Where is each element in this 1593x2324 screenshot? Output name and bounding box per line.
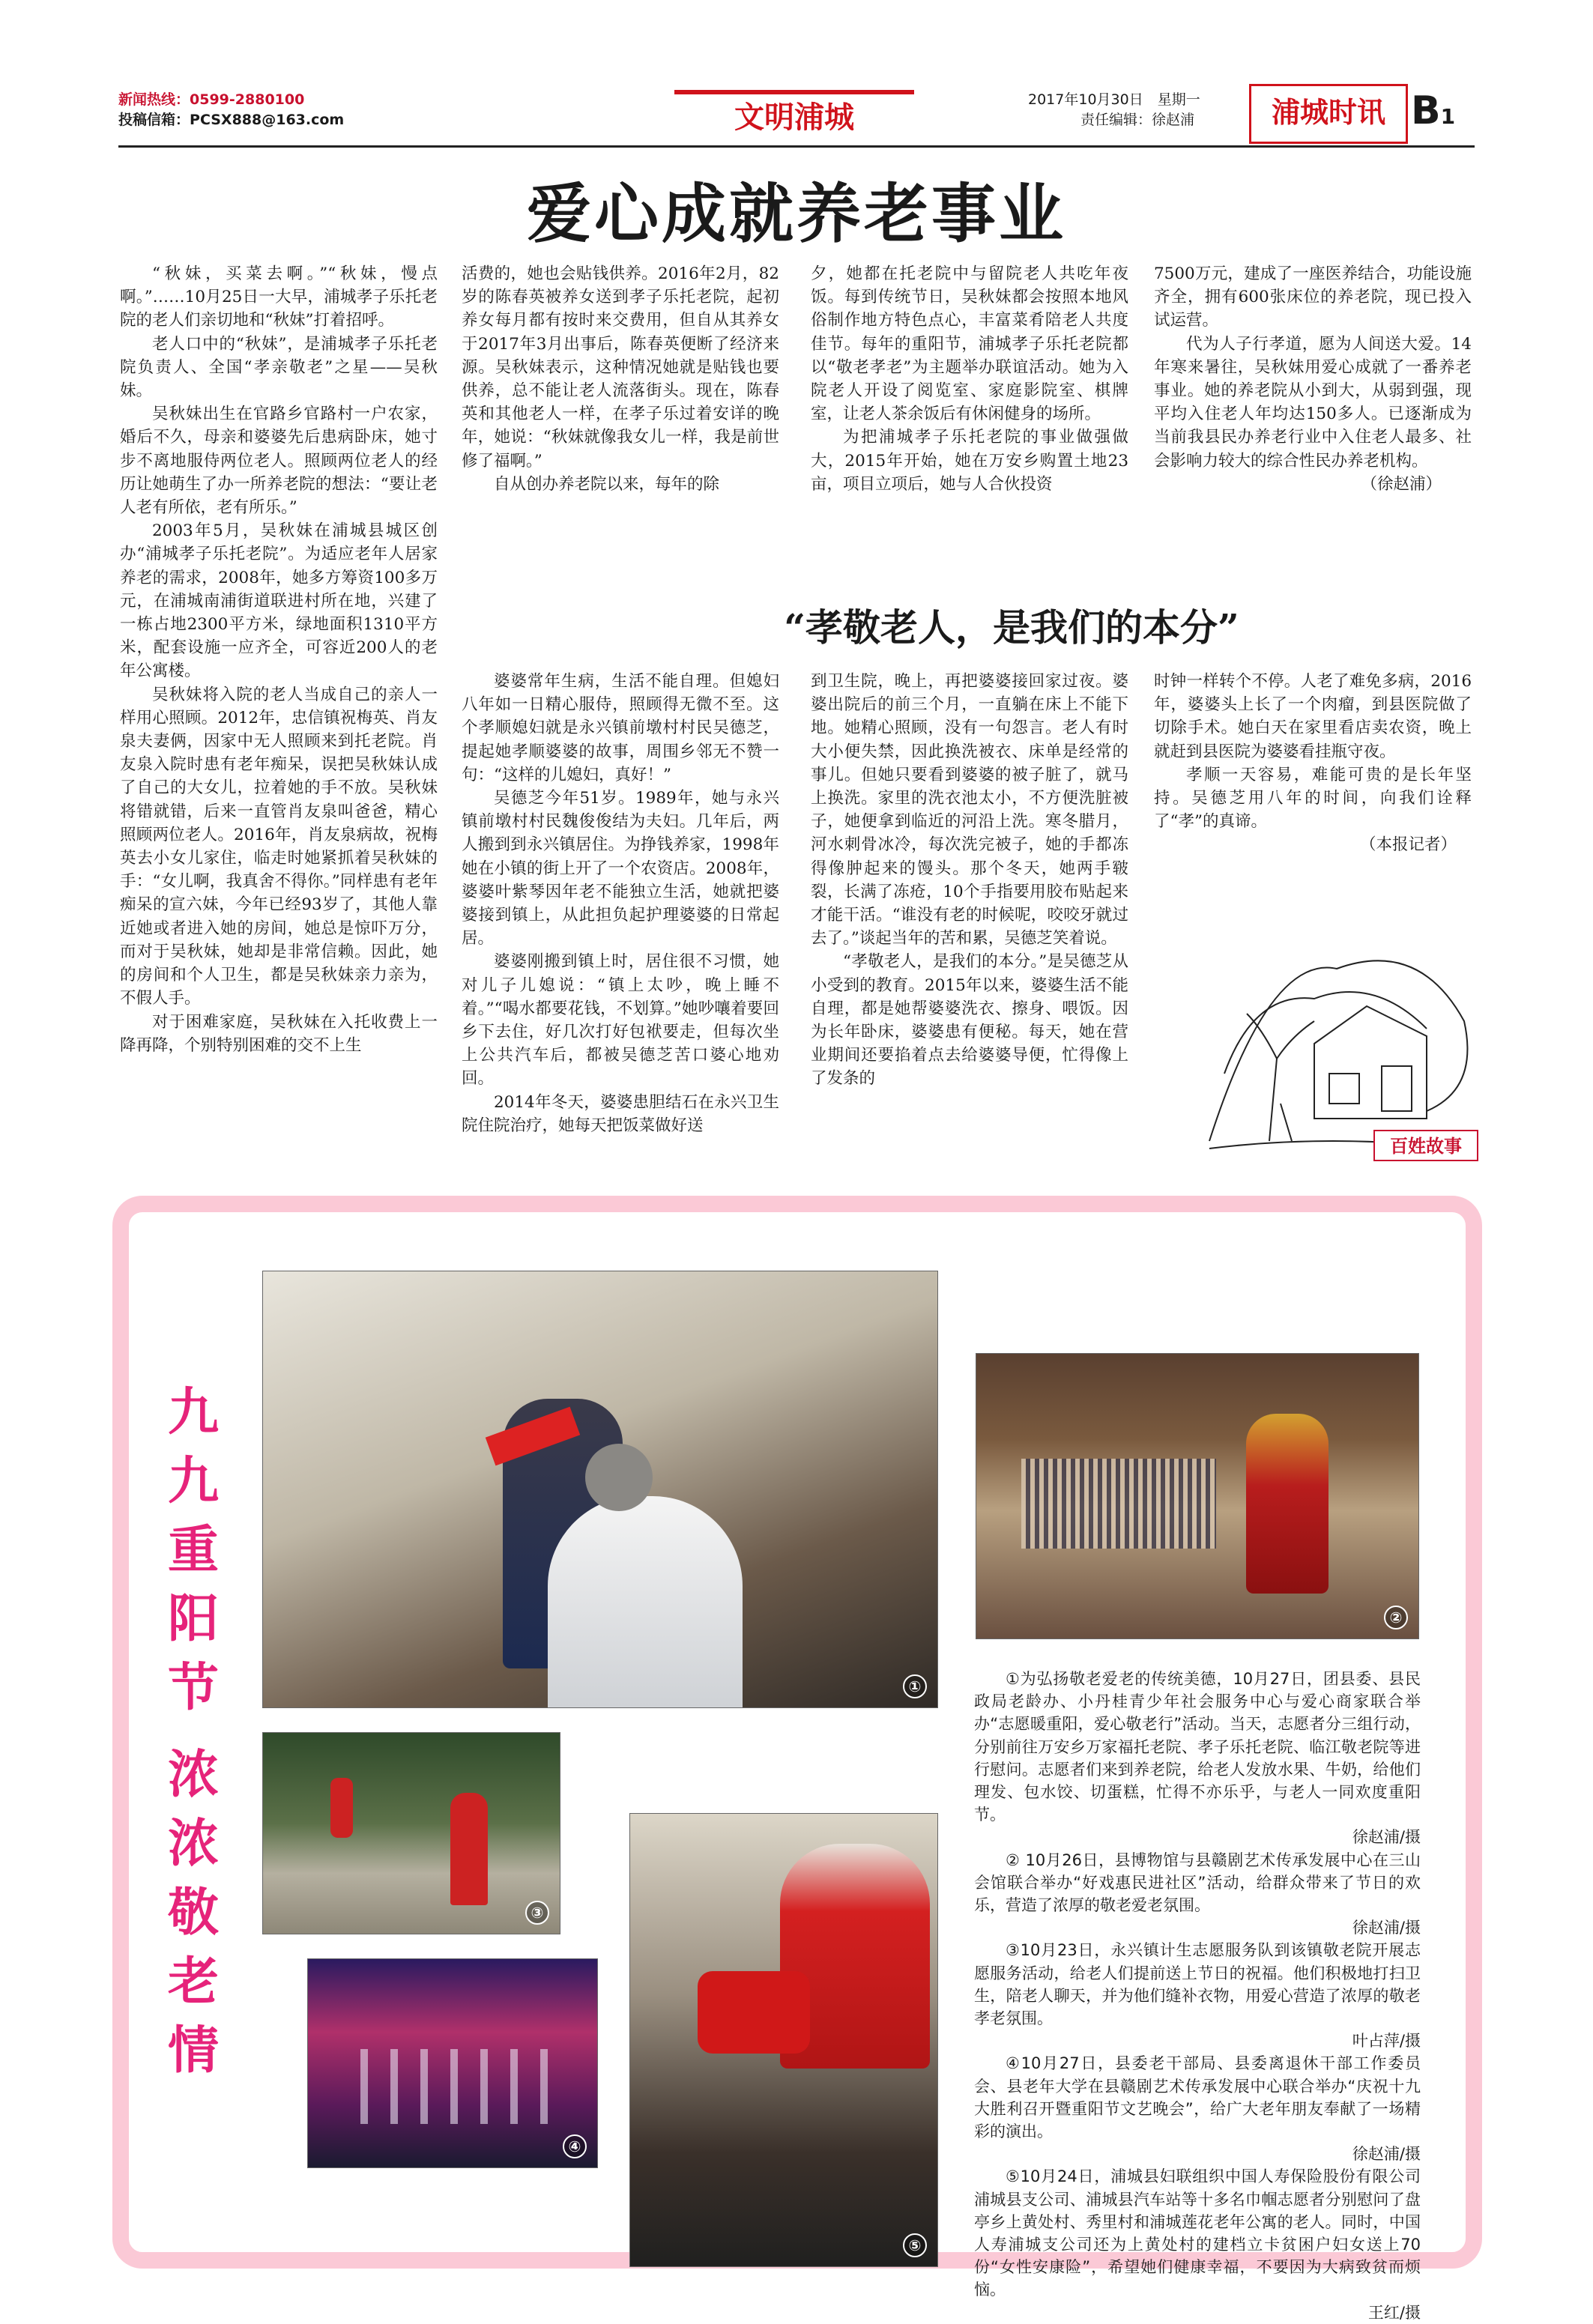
caption-1-credit: 徐赵浦/摄 — [1352, 1828, 1421, 1847]
story1-column-3 — [811, 262, 1128, 496]
photo-5-gifts — [629, 1813, 938, 2267]
paragraph: 到卫生院，晚上，再把婆婆接回家过夜。婆婆出院后的前三个月，一直躺在床上不能下地。她精心照顾，没有一句怨言。老人有时大小便失禁，因此换洗被衣、床单是经常的事儿。但她只要看到婆婆的被子脏了，就马上换洗。家里的洗衣池太小，不方便洗脏被子，她便拿到临近的河沿上洗。寒冬腊月，河水刺骨冰冷，每次洗完被子，她的手都冻得像肿起来的馒头。那个冬天，她两手皲裂，长满了冻疮，10个手指要用胶布贴起来才能干活。“谁没有老的时候呢，咬咬牙就过去了。”谈起当年的苦和累，吴德芝笑着说。 — [811, 672, 1128, 948]
feature-title-2 — [163, 1741, 223, 2086]
photo-number: ④ — [563, 2134, 587, 2158]
issue-info — [1028, 90, 1200, 130]
section-title: 文明浦城 — [674, 90, 914, 145]
photo-3-sweeping — [262, 1732, 560, 1934]
editor-credit: 责任编辑：徐赵浦 — [1080, 112, 1195, 128]
paragraph: 吴秋妹出生在官路乡官路村一户农家，婚后不久，母亲和婆婆先后患病卧床，她寸步不离地服侍两位老人。照顾两位老人的经历让她萌生了办一所养老院的想法：“要让老人老有所依，老有所乐。” — [120, 405, 438, 518]
masthead-logo: 浦城时讯 — [1249, 84, 1408, 144]
paragraph: 夕，她都在托老院中与留院老人共吃年夜饭。每到传统节日，吴秋妹都会按照本地风俗制作地方特色点心，丰富菜肴陪老人共度佳节。每年的重阳节，浦城孝子乐托老院都以“敬老孝老”为主题举办联谊活动。她为入院老人开设了阅览室、家庭影院室、棋牌室，让老人茶余饭后有休闲健身的场所。 — [811, 264, 1128, 424]
paragraph: 代为人子行孝道，愿为人间送大爱。14年寒来暑往，吴秋妹用爱心成就了一番养老事业。她的养老院从小到大，从弱到强，现平均入住老人年均达150多人。已逐渐成为当前我县民办养老行业中入住老人最多、社会影响力较大的综合性民办养老机构。 — [1154, 334, 1472, 470]
title-char: 老 — [167, 1952, 219, 2012]
story2-column-2 — [811, 670, 1128, 1091]
paragraph: 时钟一样转个不停。人老了难免多病，2016年，婆婆头上长了一个肉瘤，到县医院做了切除手术。她白天在家里看店卖农资，晚上就赶到县医院为婆婆看挂瓶守夜。 — [1154, 672, 1472, 761]
photo-4-stage-show — [307, 1958, 598, 2168]
title-char: 九 — [167, 1383, 219, 1442]
story2-title: “孝敬老人，是我们的本分” — [784, 605, 1239, 650]
byline: （徐赵浦） — [1361, 474, 1442, 494]
hotline-number: 0599-2880100 — [190, 91, 305, 108]
story2-column-3 — [1154, 670, 1472, 857]
paragraph: 老人口中的“秋妹”，是浦城孝子乐托老院负责人、全国“孝亲敬老”之星——吴秋妹。 — [120, 334, 438, 401]
photo-captions — [974, 1668, 1421, 2324]
title-char: 浓 — [167, 1815, 219, 1874]
caption-4: ④10月27日，县委老干部局、县委离退休干部工作委员会、县老年大学在县赣剧艺术传承发展中心联合举办“庆祝十九大胜利召开暨重阳节文艺晚会”，给广大老年朋友奉献了一场精彩的演出。 — [974, 2054, 1421, 2141]
paragraph: “秋妹，买菜去啊。”“秋妹，慢点啊。”……10月25日一大早，浦城孝子乐托老院的老人们亲切地和“秋妹”打着招呼。 — [120, 264, 438, 330]
title-char: 九 — [167, 1452, 219, 1511]
title-char: 重 — [167, 1521, 219, 1580]
paragraph: 婆婆刚搬到镇上时，居住很不习惯，她对儿子儿媳说：“镇上太吵，晚上睡不着。”“喝水都要花钱，不划算。”她吵嚷着要回乡下去住，好几次打好包袱要走，但每次坐上公共汽车后，都被吴德芝苦口婆心地劝回。 — [462, 952, 779, 1089]
paragraph: 为把浦城孝子乐托老院的事业做强做大，2015年开始，她在万安乡购置土地23亩，项目立项后，她与人合伙投资 — [811, 428, 1128, 494]
title-char: 敬 — [167, 1883, 219, 1943]
caption-1: ①为弘扬敬老爱老的传统美德，10月27日，团县委、县民政局老龄办、小丹桂青少年社会服务中心与爱心商家联合举办“志愿暖重阳，爱心敬老行”活动。当天，志愿者分三组行动，分别前往万安乡万家福托老院、孝子乐托老院、临江敬老院等进行慰问。志愿者们来到养老院，给老人发放水果、牛奶，给他们理发、包水饺、切蛋糕，忙得不亦乐乎，与老人一同欢度重阳节。 — [974, 1670, 1421, 1824]
paragraph: 吴秋妹将入院的老人当成自己的亲人一样用心照顾。2012年，忠信镇祝梅英、肖友泉夫妻俩，因家中无人照顾来到托老院。肖友泉入院时患有老年痴呆，误把吴秋妹认成了自己的大女儿，拉着她的手不放。吴秋妹将错就错，后来一直管肖友泉叫爸爸，精心照顾两位老人。2016年，肖友泉病故，祝梅英去小女儿家住，临走时她紧抓着吴秋妹的手：“女儿啊，我真舍不得你。”同样患有老年痴呆的宣六妹，今年已经93岁了，其他人靠近她或者进入她的房间，她总是惊吓万分，而对于吴秋妹，她却是非常信赖。因此，她的房间和个人卫生，都是吴秋妹亲力亲为，不假人手。 — [120, 685, 438, 1008]
paragraph: 7500万元，建成了一座医养结合，功能设施齐全，拥有600张床位的养老院，现已投入试运营。 — [1154, 264, 1472, 330]
photo-1-haircut — [262, 1271, 938, 1708]
hotline-label: 新闻热线： — [118, 91, 190, 108]
tree-house-illustration — [1179, 924, 1482, 1171]
feature-title-1 — [163, 1379, 223, 1723]
page-digit: 1 — [1440, 104, 1456, 129]
paragraph: 吴德芝今年51岁。1989年，她与永兴镇前墩村村民魏俊俊结为夫妇。几年后，两人搬到到永兴镇居住。为挣钱养家，1998年她在小镇的街上开了一个农资店。2008年，婆婆叶紫琴因年老不能独立生活，她就把婆婆接到镇上，从此担负起护理婆婆的日常起居。 — [462, 789, 779, 948]
email-label: 投稿信箱： — [118, 112, 190, 128]
paragraph: 2003年5月，吴秋妹在浦城县城区创办“浦城孝子乐托老院”。为适应老年人居家养老的需求，2008年，她多方筹资100多万元，在浦城南浦街道联进村所在地，兴建了一栋占地2300平方米，绿地面积1310平方米，配套设施一应齐全，可容近200人的老年公寓楼。 — [120, 521, 438, 681]
contact-info — [118, 90, 344, 130]
photo-2-opera — [976, 1353, 1419, 1639]
page-number — [1411, 81, 1455, 147]
caption-3: ③10月23日，永兴镇计生志愿服务队到该镇敬老院开展志愿服务活动，给老人们提前送上节日的祝福。他们积极地打扫卫生，陪老人聊天，并为他们缝补衣物，用爱心营造了浓厚的敬老孝老氛围。 — [974, 1941, 1421, 2028]
paragraph: 婆婆常年生病，生活不能自理。但媳妇八年如一日精心服侍，照顾得无微不至。这个孝顺媳妇就是永兴镇前墩村村民吴德芝，提起她孝顺婆婆的故事，周围乡邻无不赞一句：“这样的儿媳妇，真好！” — [462, 672, 779, 784]
paragraph: 孝顺一天容易，难能可贵的是长年坚持。吴德芝用八年的时间，向我们诠释了“孝”的真谛。 — [1154, 765, 1472, 832]
title-char: 情 — [167, 2021, 219, 2081]
paragraph: 对于困难家庭，吴秋妹在入托收费上一降再降，个别特别困难的交不上生 — [120, 1012, 438, 1055]
page-letter: B — [1411, 88, 1441, 133]
paragraph: 活费的，她也会贴钱供养。2016年2月，82岁的陈春英被养女送到孝子乐托老院，起初养女每月都有按时来交费用，但自从其养女于2017年3月出事后，陈春英便断了经济来源。吴秋妹表示，这种情况她就是贴钱也要供养，总不能让老人流落街头。现在，陈春英和其他老人一样，在孝子乐过着安详的晚年，她说：“秋妹就像我女儿一样，我是前世修了福啊。” — [462, 264, 779, 470]
main-headline: 爱心成就养老事业 — [527, 177, 1066, 252]
photo-number: ① — [903, 1674, 927, 1698]
email-address: PCSX888@163.com — [190, 112, 345, 128]
caption-5: ⑤10月24日，浦城县妇联组织中国人寿保险股份有限公司浦城县支公司、浦城县汽车站等十多名巾帼志愿者分别慰问了盘亭乡上黄处村、秀里村和浦城莲花老年公寓的老人。同时，中国人寿浦城支公司还为上黄处村的建档立卡贫困户妇女送上70份“女性安康险”，希望她们健康幸福，不要因为大病致贫而烦恼。 — [974, 2167, 1421, 2299]
paragraph: “孝敬老人，是我们的本分。”是吴德芝从小受到的教育。2015年以来，婆婆生活不能自理，都是她帮婆婆洗衣、擦身、喂饭。因为长年卧床，婆婆患有便秘。每天，她在营业期间还要掐着点去给婆婆导便，忙得像上了发条的 — [811, 952, 1128, 1089]
issue-date: 2017年10月30日 星期一 — [1028, 91, 1200, 108]
header-divider — [118, 145, 1475, 148]
paragraph: 自从创办养老院以来，每年的除 — [494, 474, 720, 494]
story1-column-4 — [1154, 262, 1472, 496]
title-char: 阳 — [167, 1590, 219, 1649]
photo-number: ② — [1384, 1606, 1408, 1629]
caption-3-credit: 叶占萍/摄 — [1352, 2032, 1421, 2051]
title-char: 节 — [167, 1659, 219, 1718]
story1-column-2 — [462, 262, 779, 496]
caption-4-credit: 徐赵浦/摄 — [1352, 2145, 1421, 2164]
paragraph: 2014年冬天，婆婆患胆结石在永兴卫生院住院治疗，她每天把饭菜做好送 — [462, 1092, 779, 1135]
story1-column-1 — [120, 262, 438, 1057]
byline: （本报记者） — [1359, 835, 1457, 855]
caption-5-credit: 王红/摄 — [1367, 2303, 1421, 2322]
photo-number: ③ — [525, 1901, 549, 1925]
caption-2-credit: 徐赵浦/摄 — [1352, 1919, 1421, 1937]
caption-2: ② 10月26日，县博物馆与县赣剧艺术传承发展中心在三山会馆联合举办“好戏惠民进社区”活动，给群众带来了节日的欢乐，营造了浓厚的敬老爱老氛围。 — [974, 1851, 1421, 1915]
title-char: 浓 — [167, 1746, 219, 1805]
story2-column-1 — [462, 670, 779, 1137]
illustration-label: 百姓故事 — [1390, 1136, 1462, 1157]
photo-number: ⑤ — [903, 2233, 927, 2257]
